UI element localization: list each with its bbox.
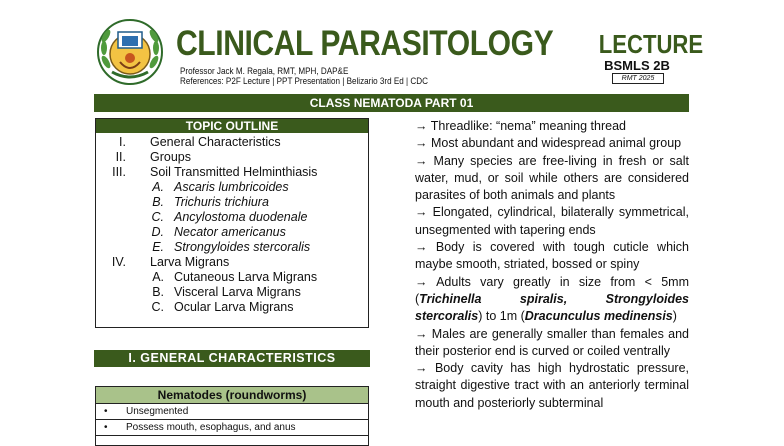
course-label: BSMLS 2B bbox=[604, 58, 670, 73]
outline-item-number: A. bbox=[152, 180, 164, 194]
section-title-bar: CLASS NEMATODA PART 01 bbox=[94, 94, 689, 112]
note-text: → Adults vary greatly in size from < 5mm ( bbox=[415, 274, 689, 306]
topic-outline-heading: TOPIC OUTLINE bbox=[96, 119, 368, 133]
outline-item-number: D. bbox=[151, 225, 164, 239]
outline-item-text: Visceral Larva Migrans bbox=[174, 285, 301, 299]
header-credits bbox=[180, 66, 428, 86]
outline-item-number: IV. bbox=[111, 255, 126, 269]
outline-item-text: Soil Transmitted Helminthiasis bbox=[150, 165, 318, 179]
table-cell: Possess mouth, esophagus, and anus bbox=[126, 422, 296, 433]
note-paragraph: → Males are generally smaller than females and their posterior end is curved or coiled ventrally bbox=[415, 326, 689, 358]
general-characteristics-bar: I. GENERAL CHARACTERISTICS bbox=[94, 350, 370, 367]
page-title: CLINICAL PARASITOLOGY bbox=[176, 24, 554, 63]
nematodes-table bbox=[95, 386, 369, 446]
bullet-icon: • bbox=[104, 422, 108, 433]
note-paragraph-size bbox=[415, 274, 689, 326]
outline-item-number: E. bbox=[152, 240, 164, 254]
note-paragraph: → Elongated, cylindrical, bilaterally symmetrical, unsegmented with tapering ends bbox=[415, 205, 689, 237]
nematodes-table-heading: Nematodes (roundworms) bbox=[96, 387, 368, 404]
outline-item-number: III. bbox=[112, 165, 126, 179]
right-column-notes bbox=[415, 118, 689, 412]
outline-item-number: C. bbox=[151, 300, 164, 314]
note-paragraph: → Many species are free-living in fresh or salt water, mud, or soil while others are considered parasites of both animals and plants bbox=[415, 153, 689, 203]
outline-item-number: II. bbox=[115, 150, 126, 164]
outline-item-text: Necator americanus bbox=[174, 225, 286, 239]
outline-item-number: I. bbox=[119, 135, 126, 149]
university-seal-logo bbox=[96, 18, 164, 86]
batch-badge: RMT 2025 bbox=[612, 73, 664, 84]
bullet-icon: • bbox=[104, 406, 108, 417]
table-cell: Unsegmented bbox=[126, 406, 189, 417]
references-line: References: P2F Lecture | PPT Presentation | Belizario 3rd Ed | CDC bbox=[180, 76, 428, 86]
topic-outline-box bbox=[95, 118, 369, 328]
note-text: ) bbox=[672, 309, 677, 324]
note-text: ) to 1m ( bbox=[478, 309, 525, 324]
note-paragraph: → Threadlike: “nema” meaning thread bbox=[415, 119, 626, 133]
note-paragraph: → Most abundant and widespread animal group bbox=[415, 136, 682, 151]
outline-item-text: Ocular Larva Migrans bbox=[174, 300, 294, 314]
outline-item-number: B. bbox=[152, 285, 164, 299]
outline-item-text: Strongyloides stercoralis bbox=[174, 240, 311, 254]
lecture-label: LECTURE bbox=[598, 29, 704, 59]
table-row bbox=[96, 420, 368, 436]
outline-item-text: Ancylostoma duodenale bbox=[174, 210, 308, 224]
outline-item-text: Trichuris trichiura bbox=[174, 195, 269, 209]
outline-item-text: General Characteristics bbox=[150, 135, 281, 149]
note-paragraph: → Body is covered with tough cuticle which maybe smooth, striated, bossed or spiny bbox=[415, 240, 689, 272]
outline-item-number: C. bbox=[151, 210, 164, 224]
outline-item-text: Cutaneous Larva Migrans bbox=[174, 270, 318, 284]
outline-item-number: B. bbox=[152, 195, 164, 209]
species-name: Trichinella spiralis, Strongyloides stercoralis bbox=[415, 291, 689, 324]
outline-item-text: Larva Migrans bbox=[150, 255, 230, 269]
outline-item-number: A. bbox=[152, 270, 164, 284]
professor-line: Professor Jack M. Regala, RMT, MPH, DAP&E bbox=[180, 66, 349, 76]
outline-item-text: Groups bbox=[150, 150, 191, 164]
note-paragraph: → Body cavity has high hydrostatic pressure, straight digestive tract with an anteriorly terminal mouth and posteriorly subterminal bbox=[415, 361, 689, 410]
table-row bbox=[96, 404, 368, 420]
species-name: Dracunculus medinensis bbox=[524, 309, 673, 324]
outline-item-text: Ascaris lumbricoides bbox=[174, 180, 289, 194]
